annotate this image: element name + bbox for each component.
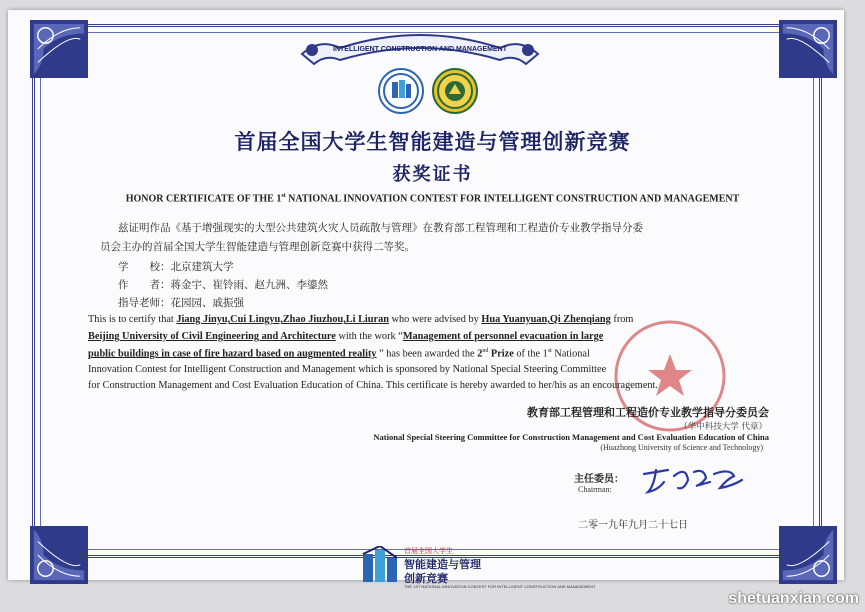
body-en-line1: This is to certify that Jiang Jinyu,Cui Lingyu,Zhao Jiuzhou,Li Liuran who were advised by Hua Yuanyuan,Qi Zhenqiang from: [88, 314, 634, 325]
body-en-line2: Beijing University of Civil Engineering and Architecture with the work “Management of personnel evacuation in large: [88, 331, 604, 342]
contest-emblem-bottom: [360, 546, 400, 586]
issue-date: 二零一九年九月二十七日: [578, 520, 688, 531]
corner-ornament-top-right: [779, 20, 837, 78]
chairman-signature: [638, 460, 748, 500]
chairman-label-cn: 主任委员：: [574, 474, 624, 485]
body-en-line4: Innovation Contest for Intelligent Construction and Management which is sponsored by National Special Steering Committee: [88, 364, 607, 375]
author-row: 作 者：蒋金宇、崔铃雨、赵九洲、李鎏然: [118, 279, 328, 291]
body-en-line3: public buildings in case of fire hazard based on augmented reality ” has been awarded the 2nd Prize of the 1st National: [88, 348, 590, 360]
corner-ornament-bottom-left: [30, 526, 88, 584]
advisor-row: 指导老师：花园园、戚振强: [118, 297, 244, 309]
university-seal-logo: [432, 68, 478, 114]
ribbon-text: INTELLIGENT CONSTRUCTION AND MANAGEMENT: [333, 46, 507, 53]
issuer-name-cn: 教育部工程管理和工程造价专业教学指导分委员会: [527, 406, 769, 419]
certificate-title-en: HONOR CERTIFICATE OF THE 1st NATIONAL INNOVATION CONTEST FOR INTELLIGENT CONSTRUCTION AND MANAGEMENT: [125, 193, 740, 205]
issuer-university-en: (Huazhong University of Science and Technology): [600, 443, 763, 452]
header-ribbon: [300, 24, 540, 68]
emblem-text-line3: 创新竞赛: [404, 572, 448, 585]
issuer-note-cn: （华中科技大学 代章）: [679, 422, 767, 432]
certificate-subtitle-cn: 获奖证书: [392, 164, 473, 185]
issuer-name-en: National Special Steering Committee for Construction Management and Cost Evaluation Education of China: [373, 432, 769, 442]
body-cn-line1: 兹证明作品《基于增强现实的大型公共建筑火灾人员疏散与管理》在教育部工程管理和工程造价专业教学指导分委: [118, 222, 643, 234]
corner-ornament-top-left: [30, 20, 88, 78]
emblem-text-line1: 首届全国大学生: [404, 547, 453, 555]
school-row: 学 校：北京建筑大学: [118, 261, 234, 273]
body-cn-line2: 员会主办的首届全国大学生智能建造与管理创新竞赛中获得二等奖。: [100, 241, 415, 253]
emblem-text-line2: 智能建造与管理: [404, 558, 481, 571]
body-en-line5: for Construction Management and Cost Evaluation Education of China. This certificate is hereby awarded to her/his as an encouragement.: [88, 380, 658, 391]
corner-ornament-bottom-right: [779, 526, 837, 584]
chairman-label-en: Chairman:: [578, 485, 612, 494]
site-watermark: shetuanxian.com: [728, 590, 859, 607]
certificate-title-cn: 首届全国大学生智能建造与管理创新竞赛: [234, 130, 631, 154]
contest-logo: [378, 68, 424, 114]
emblem-text-en: THE 1ST NATIONAL INNOVATION CONTEST FOR INTELLIGENT CONSTRUCTION AND MANAGEMENT: [404, 584, 596, 589]
